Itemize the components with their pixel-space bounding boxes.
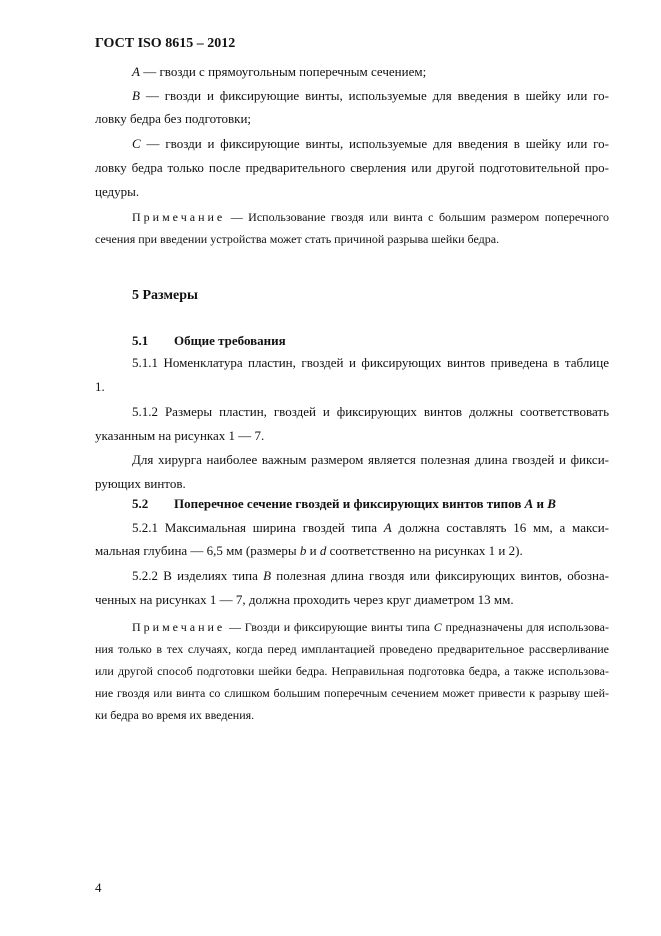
section-5-title: 5 Размеры	[132, 288, 198, 303]
type-b-line-2: ловку бедра без подготовки;	[95, 111, 252, 126]
note-2-line-3: или другой способ подготовки шейки бедра. Неправильная подготовка бедра, а также использова-	[95, 664, 609, 678]
para-5-2-1-line-1: 5.2.1 Максимальная ширина гвоздей типа A должна составлять 16 мм, а макси-	[132, 520, 610, 535]
type-b-line-1: B — гвозди и фиксирующие винты, используемые для введения в шейку или го-	[132, 88, 609, 103]
para-5-2-2-line-1: 5.2.2 В изделиях типа B полезная длина гвоздя или фиксирующих винтов, обозна-	[132, 568, 610, 583]
type-c-line-2: ловку бедра только после предварительного сверления или другой подготовительной про-	[95, 160, 609, 175]
note-2-line-2: ния только в тех случаях, когда перед имплантацией проведено предварительное рассверливание	[95, 642, 609, 656]
type-c-line-1: C — гвозди и фиксирующие винты, используемые для введения в шейку или го-	[132, 136, 609, 151]
type-a-definition: A — гвозди с прямоугольным поперечным сечением;	[132, 64, 427, 79]
note-2-line-5: ки бедра во время их введения.	[95, 708, 255, 722]
note-2-label: Примечание	[132, 620, 226, 634]
type-c-line-3: цедуры.	[95, 184, 140, 199]
para-5-1-2-line-2: указанным на рисунках 1 — 7.	[95, 428, 265, 443]
note-1-line-1: Примечание — Использование гвоздя или винта с большим размером поперечного	[132, 210, 609, 224]
para-5-1-1-line-2: 1.	[95, 379, 105, 394]
document-header: ГОСТ ISO 8615 – 2012	[95, 36, 236, 51]
para-5-1-1-line-1: 5.1.1 Номенклатура пластин, гвоздей и фиксирующих винтов приведена в таблице	[132, 355, 609, 370]
note-1-line-2: сечения при введении устройства может стать причиной разрыва шейки бедра.	[95, 232, 500, 246]
subsection-5-2-number: 5.2	[132, 496, 149, 511]
subsection-5-1-number: 5.1	[132, 333, 149, 348]
page-number: 4	[95, 880, 102, 895]
subsection-5-1-title: Общие требования	[174, 333, 286, 348]
note-2-line-1: Примечание — Гвозди и фиксирующие винты типа C предназначены для использова-	[132, 620, 609, 634]
para-surgeon-line-2: рующих винтов.	[95, 476, 186, 491]
type-a-letter: A	[132, 64, 140, 79]
para-surgeon-line-1: Для хирурга наиболее важным размером является полезная длина гвоздей и фикси-	[132, 452, 609, 467]
para-5-2-1-line-2: мальная глубина — 6,5 мм (размеры b и d соответственно на рисунках 1 и 2).	[95, 543, 523, 558]
note-2-line-4: ние гвоздя или винта со слишком большим поперечным сечением может привести к разрыву шей-	[95, 686, 609, 700]
para-5-2-2-line-2: ченных на рисунках 1 — 7, должна проходить через круг диаметром 13 мм.	[95, 592, 514, 607]
subsection-5-2-title: Поперечное сечение гвоздей и фиксирующих винтов типов A и B	[174, 496, 556, 511]
para-5-1-2-line-1: 5.1.2 Размеры пластин, гвоздей и фиксирующих винтов должны соответствовать	[132, 404, 609, 419]
note-1-label: Примечание	[132, 210, 226, 224]
